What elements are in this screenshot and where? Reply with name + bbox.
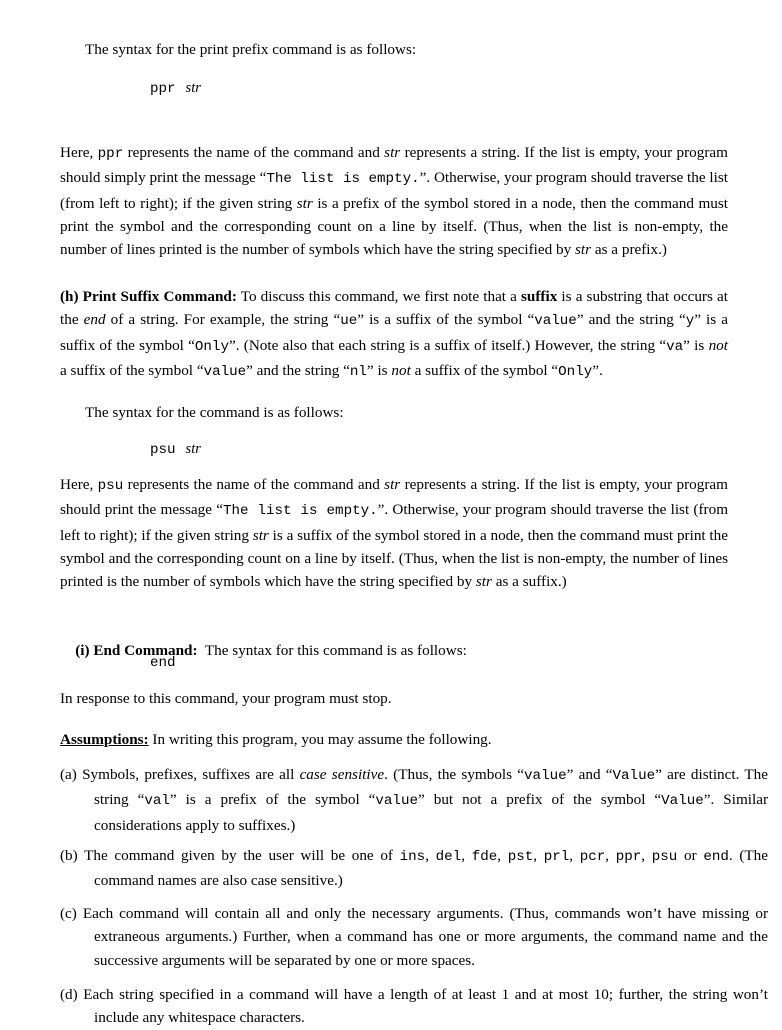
ppr-arg: str [185, 80, 201, 96]
suffix-syntax-intro: The syntax for the command is as follows: [85, 404, 344, 421]
end-response: In response to this command, your program must stop. [60, 690, 392, 707]
assumptions-heading: Assumptions: [60, 731, 149, 748]
prefix-syntax-intro: The syntax for the print prefix command is as follows: [85, 41, 417, 58]
suffix-heading: (h) Print Suffix Command: [60, 288, 237, 305]
ppr-description: Here, ppr represents the name of the command and str represents a string. If the list is empty, your program should simply print the message “The list is empty.”. Otherwise, your program should traverse the list (from left to right); if the given string str is a prefix of the symbol stored in a node, then the command must print the symbol and the corresponding count on a line by itself. (Thus, when the list is non-empty, the number of lines printed is the number of symbols which have the string specified by str as a prefix.) [60, 144, 728, 259]
psu-command: psu [150, 442, 176, 458]
assumption-a: (a) Symbols, prefixes, suffixes are all case sensitive. (Thus, the symbols “value” and “Value” are distinct. The string “val” is a prefix of the symbol “value” but not a prefix of the symbol “Value”. Similar considerations apply to suffixes.) [60, 766, 768, 834]
suffix-section: (h) Print Suffix Command: To discuss this command, we first note that a suffix is a substring that occurs at the end of a string. For example, the string “ue” is a suffix of the symbol “value” and the string “y” is a suffix of the symbol “Only”. (Note also that each string is a suffix of itself.) However, the string “va” is not a suffix of the symbol “value” and the string “nl” is not a suffix of the symbol “Only”. [60, 288, 728, 380]
assumptions-line: Assumptions: In writing this program, you may assume the following. [60, 731, 492, 748]
psu-description: Here, psu represents the name of the command and str represents a string. If the list is empty, your program should print the message “The list is empty.”. Otherwise, your program should traverse the list (from left to right); if the given string str is a suffix of the symbol stored in a node, then the command must print the symbol and the corresponding count on a line by itself. (Thus, when the list is non-empty, the number of lines printed is the number of symbols which have the string specified by str as a suffix.) [60, 476, 729, 591]
end-section: (i) End Command: The syntax for this command is as follows: [75, 642, 467, 660]
assumption-c: (c) Each command will contain all and only the necessary arguments. (Thus, commands won’t have missing or extraneous arguments.) Further, when a command has one or more arguments, the command name and the successive arguments will be separated by one or more spaces. [60, 905, 769, 969]
end-heading: (i) End Command: [75, 642, 198, 660]
end-syntax: end [150, 655, 176, 671]
assumption-b: (b) The command given by the user will be one of ins, del, fde, pst, prl, pcr, ppr, psu or end. (The command names are also case sensitive.) [60, 847, 768, 890]
assumption-d: (d) Each string specified in a command will have a length of at least 1 and at most 10; further, the string won’t include any whitespace characters. [60, 986, 768, 1027]
psu-arg: str [185, 441, 201, 457]
psu-syntax [150, 438, 201, 462]
ppr-syntax [150, 77, 201, 101]
ppr-command: ppr [150, 81, 176, 97]
